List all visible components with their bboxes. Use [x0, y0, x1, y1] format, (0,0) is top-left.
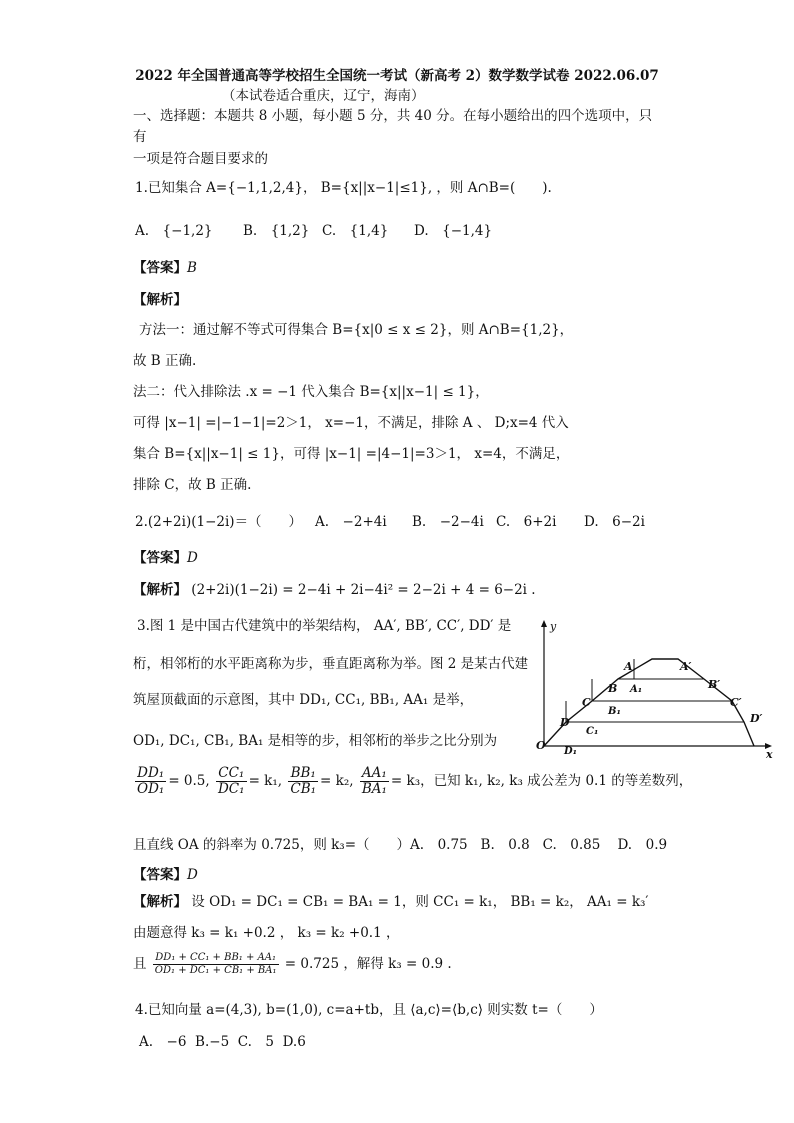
question-1-method-2c: 集合 B={x||x−1| ≤ 1}，可得 |x−1| =|4−1|=3＞1， x=4，不满足，: [133, 446, 570, 462]
question-2-option-b: B. −2−4i: [412, 514, 484, 530]
answer-value: B: [187, 260, 197, 276]
section-instruction: 一项是符合题目要求的: [133, 151, 268, 167]
question-1-method-2d: 排除 C，故 B 正确.: [133, 477, 252, 493]
label-b-prime: B′: [708, 678, 721, 691]
question-4-stem: 4.已知向量 a=(4,3), b=(1,0), c=a+tb，且 ⟨a,c⟩=⟨b,c⟩ 则实数 t=（ ）: [135, 1002, 603, 1018]
label-y: y: [550, 620, 557, 633]
question-1-method-1b: 故 B 正确.: [133, 353, 197, 369]
question-3-analysis-1: 【解析】 设 OD₁ = DC₁ = CB₁ = BA₁ = 1，则 CC₁ = k₁， BB₁ = k₂， AA₁ = k₃′: [133, 894, 649, 910]
question-1-option-b: B. {1,2}: [243, 223, 310, 239]
label-c: C: [582, 696, 591, 709]
y-arrow: [541, 620, 547, 627]
ratio-fraction: $\frac{\text{BB₁}}{\text{CB₁}}$: [290, 765, 317, 797]
answer-value: D: [187, 867, 198, 883]
label-c-prime: C′: [730, 696, 742, 709]
label-a-prime: A′: [680, 660, 692, 673]
label-b1: B₁: [608, 706, 621, 717]
question-3-answer: [133, 863, 198, 883]
label-x: x: [766, 748, 773, 758]
question-2-option-d: D. 6−2i: [584, 514, 645, 530]
analysis-text: (2+2i)(1−2i) = 2−4i + 2i−4i² = 2−2i + 4 = 6−2i .: [191, 582, 536, 598]
question-3-line-4: OD₁, DC₁, CB₁, BA₁ 是相等的步，相邻桁的举步之比分别为: [133, 733, 498, 749]
question-3-line-2: 桁，相邻桁的水平距离称为步，垂直距离称为举。图 2 是某古代建: [133, 656, 529, 672]
question-3-ratios: $\frac{\text{DD₁}}{\text{OD₁}}$ = 0.5, $\frac{\text{CC₁}}{\text{DC₁}}$ = k₁, $\frac{\text{BB₁}}{\text{CB₁}}$ = k₂, $\frac{\text{AA₁}}{\text{BA₁}}$ = k₃，已知 k₁, k₂, k₃ 成公差为 0.1 的等差数列，: [137, 765, 693, 797]
question-1-option-a: A. {−1,2}: [135, 223, 213, 239]
label-c1: C₁: [586, 726, 599, 737]
label-a1: A₁: [630, 684, 643, 695]
question-2-option-a: A. −2+4i: [315, 514, 387, 530]
label-d: D: [560, 716, 570, 729]
question-1-option-d: D. {−1,4}: [414, 223, 493, 239]
question-2-answer: [133, 546, 198, 566]
question-1-answer: [133, 256, 197, 276]
analysis-label: 【解析】: [133, 582, 187, 598]
page-title: 2022 年全国普通高等学校招生全国统一考试（新高考 2）数学数学试卷 2022.06.07: [135, 68, 659, 84]
analysis-label: 【解析】: [133, 894, 187, 910]
ratio-fraction: $\frac{\text{CC₁}}{\text{DC₁}}$: [217, 765, 245, 797]
label-d1: D₁: [564, 746, 578, 757]
question-3-line-3: 筑屋顶截面的示意图，其中 DD₁, CC₁, BB₁, AA₁ 是举，: [133, 692, 474, 708]
question-3-analysis-2: 由题意得 k₃ = k₁ +0.2 ， k₃ = k₂ +0.1 ，: [133, 925, 400, 941]
answer-label: 【答案】: [133, 550, 187, 566]
ratio-fraction: $\frac{\text{AA₁}}{\text{BA₁}}$: [361, 765, 387, 797]
question-1-method-2: 法二：代入排除法 .x = −1 代入集合 B={x||x−1| ≤ 1}，: [133, 384, 489, 400]
page-subtitle: （本试卷适合重庆，辽宁，海南）: [222, 88, 425, 104]
question-4-options: A. −6 B.−5 C. 5 D.6: [139, 1034, 306, 1050]
question-1-option-c: C. {1,4}: [322, 223, 389, 239]
answer-value: D: [187, 550, 198, 566]
label-d-prime: D′: [750, 712, 763, 725]
label-o: O: [536, 739, 546, 752]
analysis-fraction: $\frac{\text{DD₁ + CC₁ + BB₁ + AA₁}}{\text{OD₁ + DC₁ + CB₁ + BA₁}}$: [154, 952, 277, 976]
answer-label: 【答案】: [133, 867, 187, 883]
section-instruction: 有: [133, 129, 147, 145]
answer-label: 【答案】: [133, 260, 187, 276]
question-3-line-6: 且直线 OA 的斜率为 0.725，则 k₃=（ ）A. 0.75 B. 0.8 C. 0.85 D. 0.9: [133, 837, 668, 853]
section-instruction: 一、选择题：本题共 8 小题，每小题 5 分，共 40 分。在每小题给出的四个选项中，只: [133, 108, 653, 124]
question-1-stem: 1.已知集合 A={−1,1,2,4}， B={x||x−1|≤1}, ，则 A∩B=( ).: [135, 180, 552, 196]
question-1-method-2b: 可得 |x−1| =|−1−1|=2＞1， x=−1，不满足，排除 A 、 D;x=4 代入: [133, 415, 569, 431]
question-2-option-c: C. 6+2i: [496, 514, 557, 530]
question-2-stem: 2.(2+2i)(1−2i)＝（ ）: [135, 514, 303, 530]
question-3-analysis-3: 且 $\frac{\text{DD₁ + CC₁ + BB₁ + AA₁}}{\text{OD₁ + DC₁ + CB₁ + BA₁}}$ = 0.725 ，解得 k₃ = 0.9 .: [133, 952, 452, 976]
roof-outline: [544, 659, 754, 746]
label-a: A: [624, 660, 633, 673]
label-b: B: [608, 682, 618, 695]
question-1-analysis-label: 【解析】: [133, 292, 187, 308]
question-3-line-1: 3.图 1 是中国古代建筑中的举架结构， AA′, BB′, CC′, DD′ 是: [137, 618, 512, 634]
roof-diagram: [528, 618, 780, 758]
question-2-analysis: [133, 578, 536, 598]
question-1-method-1: 方法一：通过解不等式可得集合 B={x|0 ≤ x ≤ 2}，则 A∩B={1,2}，: [139, 322, 574, 338]
ratio-fraction: $\frac{\text{DD₁}}{\text{OD₁}}$: [137, 765, 165, 797]
